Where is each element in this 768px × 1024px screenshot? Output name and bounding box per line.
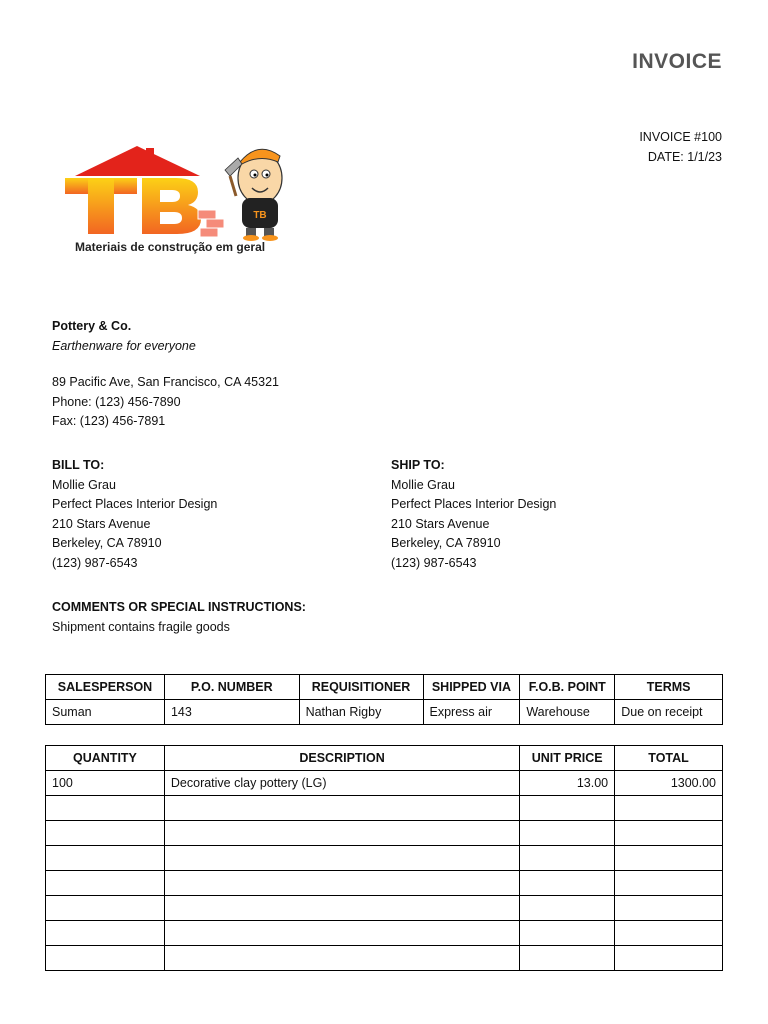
cell-unit-price xyxy=(520,946,615,971)
cell-description xyxy=(164,946,519,971)
ship-to xyxy=(391,456,556,573)
ship-to-phone: (123) 987-6543 xyxy=(391,555,477,570)
table-row xyxy=(46,946,723,971)
ship-to-company: Perfect Places Interior Design xyxy=(391,497,557,511)
company-phone: Phone: (123) 456-7890 xyxy=(52,394,181,409)
invoice-number: INVOICE #100 xyxy=(639,130,722,144)
cell-quantity xyxy=(46,871,165,896)
cell-description xyxy=(164,921,519,946)
bill-to-city: Berkeley, CA 78910 xyxy=(52,536,162,550)
cell-quantity xyxy=(46,921,165,946)
cell-description xyxy=(164,871,519,896)
order-info-table xyxy=(45,674,723,725)
bill-to-street: 210 Stars Avenue xyxy=(52,516,151,531)
ship-to-city: Berkeley, CA 78910 xyxy=(391,536,501,550)
bill-to-phone: (123) 987-6543 xyxy=(52,555,138,570)
cell-unit-price xyxy=(520,821,615,846)
company-address: 89 Pacific Ave, San Francisco, CA 45321 xyxy=(52,375,279,389)
cell-unit-price xyxy=(520,796,615,821)
header-fob-point: F.O.B. POINT xyxy=(520,675,615,700)
cell-quantity xyxy=(46,896,165,921)
company-address-block xyxy=(52,373,279,432)
invoice-meta xyxy=(639,128,722,167)
cell-requisitioner: Nathan Rigby xyxy=(299,700,423,725)
header-shipped-via: SHIPPED VIA xyxy=(423,675,520,700)
comments-text: Shipment contains fragile goods xyxy=(52,619,230,634)
cell-description: Decorative clay pottery (LG) xyxy=(164,771,519,796)
cell-description xyxy=(164,796,519,821)
cell-total xyxy=(615,846,723,871)
order-header-row xyxy=(46,675,723,700)
logo-shirt-letters: TB xyxy=(253,210,267,221)
header-requisitioner: REQUISITIONER xyxy=(299,675,423,700)
table-row xyxy=(46,871,723,896)
invoice-date: DATE: 1/1/23 xyxy=(647,149,722,164)
company-slogan: Earthenware for everyone xyxy=(52,338,196,353)
table-row xyxy=(46,796,723,821)
invoice-title: INVOICE xyxy=(632,50,722,73)
table-row xyxy=(46,921,723,946)
cell-quantity: 100 xyxy=(46,771,165,796)
header-description: DESCRIPTION xyxy=(164,746,519,771)
header-total: TOTAL xyxy=(615,746,723,771)
cell-po-number: 143 xyxy=(164,700,299,725)
bill-to-heading: BILL TO: xyxy=(52,458,105,472)
cell-unit-price xyxy=(520,921,615,946)
cell-quantity xyxy=(46,846,165,871)
cell-total xyxy=(615,796,723,821)
cell-description xyxy=(164,896,519,921)
cell-unit-price xyxy=(520,896,615,921)
cell-unit-price xyxy=(520,846,615,871)
cell-description xyxy=(164,821,519,846)
comments-heading: COMMENTS OR SPECIAL INSTRUCTIONS: xyxy=(52,600,306,614)
logo-tagline: Materiais de construção em geral xyxy=(75,240,266,254)
cell-quantity xyxy=(46,796,165,821)
cell-fob-point: Warehouse xyxy=(520,700,615,725)
items-header-row xyxy=(46,746,723,771)
cell-quantity xyxy=(46,946,165,971)
cell-terms: Due on receipt xyxy=(615,700,723,725)
cell-total xyxy=(615,896,723,921)
header-terms: TERMS xyxy=(615,675,723,700)
header-unit-price: UNIT PRICE xyxy=(520,746,615,771)
cell-total xyxy=(615,871,723,896)
comments xyxy=(52,598,306,637)
ship-to-name: Mollie Grau xyxy=(391,477,455,492)
ship-to-heading: SHIP TO: xyxy=(391,458,445,472)
cell-total xyxy=(615,921,723,946)
cell-unit-price xyxy=(520,871,615,896)
cell-shipped-via: Express air xyxy=(423,700,520,725)
cell-total xyxy=(615,821,723,846)
company-logo xyxy=(60,140,290,260)
bill-to xyxy=(52,456,217,573)
table-row xyxy=(46,896,723,921)
cell-quantity xyxy=(46,821,165,846)
header-quantity: QUANTITY xyxy=(46,746,165,771)
company-info xyxy=(52,317,196,356)
table-row xyxy=(46,846,723,871)
cell-total: 1300.00 xyxy=(615,771,723,796)
cell-total xyxy=(615,946,723,971)
table-row xyxy=(46,700,723,725)
bill-to-company: Perfect Places Interior Design xyxy=(52,497,218,511)
header-salesperson: SALESPERSON xyxy=(46,675,165,700)
bill-to-name: Mollie Grau xyxy=(52,477,116,492)
cell-salesperson: Suman xyxy=(46,700,165,725)
table-row xyxy=(46,821,723,846)
cell-unit-price: 13.00 xyxy=(520,771,615,796)
company-fax: Fax: (123) 456-7891 xyxy=(52,414,166,428)
table-row xyxy=(46,771,723,796)
header-po-number: P.O. NUMBER xyxy=(164,675,299,700)
items-table xyxy=(45,745,723,971)
ship-to-street: 210 Stars Avenue xyxy=(391,516,490,531)
company-name: Pottery & Co. xyxy=(52,319,132,333)
cell-description xyxy=(164,846,519,871)
